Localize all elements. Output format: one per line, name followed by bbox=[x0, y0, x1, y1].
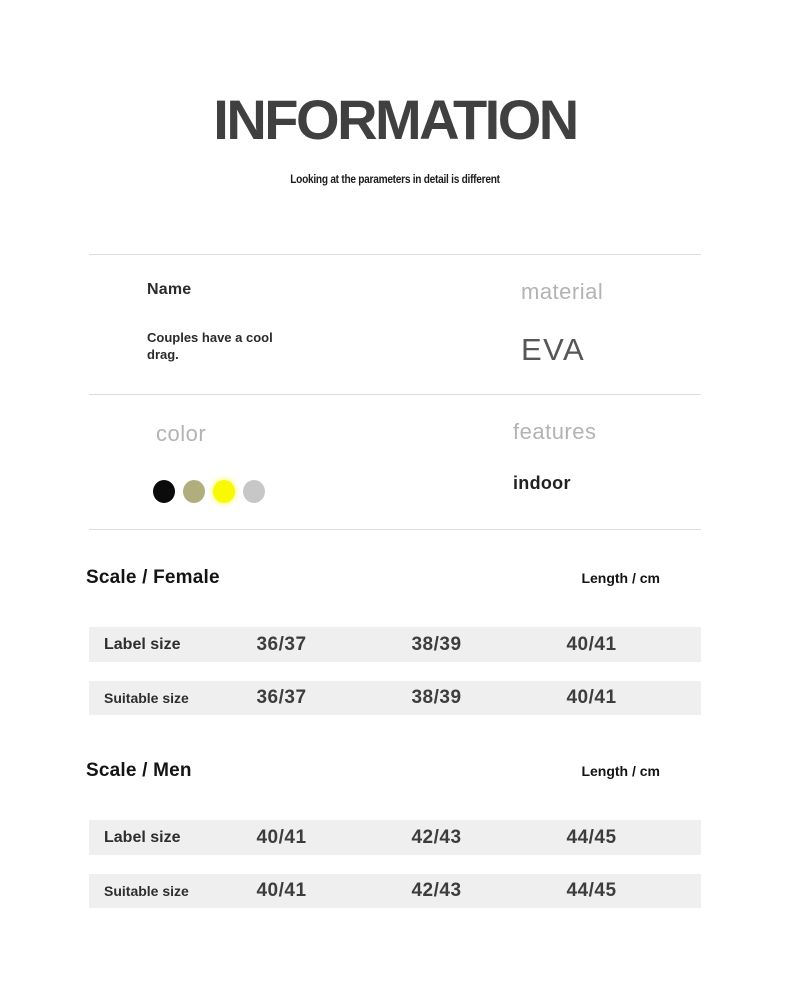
size-cell: 36/37 bbox=[256, 687, 307, 708]
size-table-heading bbox=[86, 567, 701, 589]
size-cell: 44/45 bbox=[566, 880, 617, 901]
size-table-title: Scale / Female bbox=[86, 567, 220, 588]
table-row-suitable-size bbox=[89, 874, 701, 908]
spec-features-block bbox=[395, 395, 701, 529]
spec-name-block bbox=[89, 255, 395, 394]
row-label: Suitable size bbox=[104, 883, 189, 899]
size-table-men bbox=[86, 760, 701, 908]
features-value: indoor bbox=[513, 473, 571, 493]
color-swatch-black bbox=[153, 480, 175, 503]
color-swatch-gray bbox=[243, 480, 265, 503]
row-label: Suitable size bbox=[104, 690, 189, 706]
color-label: color bbox=[156, 421, 207, 446]
size-cell: 44/45 bbox=[566, 826, 617, 848]
color-swatch-khaki bbox=[183, 480, 205, 503]
size-cell: 42/43 bbox=[411, 826, 462, 848]
table-row-label-size bbox=[89, 627, 701, 662]
size-cell: 40/41 bbox=[566, 687, 617, 708]
table-row-suitable-size bbox=[89, 681, 701, 715]
size-unit-label: Length / cm bbox=[581, 763, 660, 779]
spec-material-block bbox=[395, 255, 701, 394]
row-label: Label size bbox=[104, 635, 181, 653]
page-title: INFORMATION bbox=[213, 88, 577, 151]
table-row-label-size bbox=[89, 820, 701, 855]
size-cell: 38/39 bbox=[411, 687, 462, 708]
header bbox=[0, 0, 790, 186]
page-subtitle: Looking at the parameters in detail is different bbox=[290, 174, 500, 186]
row-label: Label size bbox=[104, 828, 181, 846]
size-table-title: Scale / Men bbox=[86, 760, 192, 781]
color-swatches bbox=[153, 480, 395, 503]
size-cell: 42/43 bbox=[411, 880, 462, 901]
spec-color-block bbox=[89, 395, 395, 529]
name-value: Couples have a cool drag. bbox=[147, 330, 273, 362]
spec-section-name-material bbox=[89, 254, 701, 395]
size-table-female bbox=[86, 567, 701, 715]
spec-section-color-features bbox=[89, 395, 701, 530]
material-value: EVA bbox=[521, 332, 586, 367]
size-cell: 36/37 bbox=[256, 633, 307, 655]
color-swatch-yellow bbox=[213, 480, 235, 503]
features-label: features bbox=[513, 419, 597, 444]
material-label: material bbox=[521, 279, 604, 304]
name-label: Name bbox=[147, 281, 192, 298]
content bbox=[86, 254, 701, 908]
size-cell: 40/41 bbox=[256, 826, 307, 848]
size-cell: 38/39 bbox=[411, 633, 462, 655]
size-table-heading bbox=[86, 760, 701, 782]
size-unit-label: Length / cm bbox=[581, 570, 660, 586]
size-cell: 40/41 bbox=[566, 633, 617, 655]
size-cell: 40/41 bbox=[256, 880, 307, 901]
